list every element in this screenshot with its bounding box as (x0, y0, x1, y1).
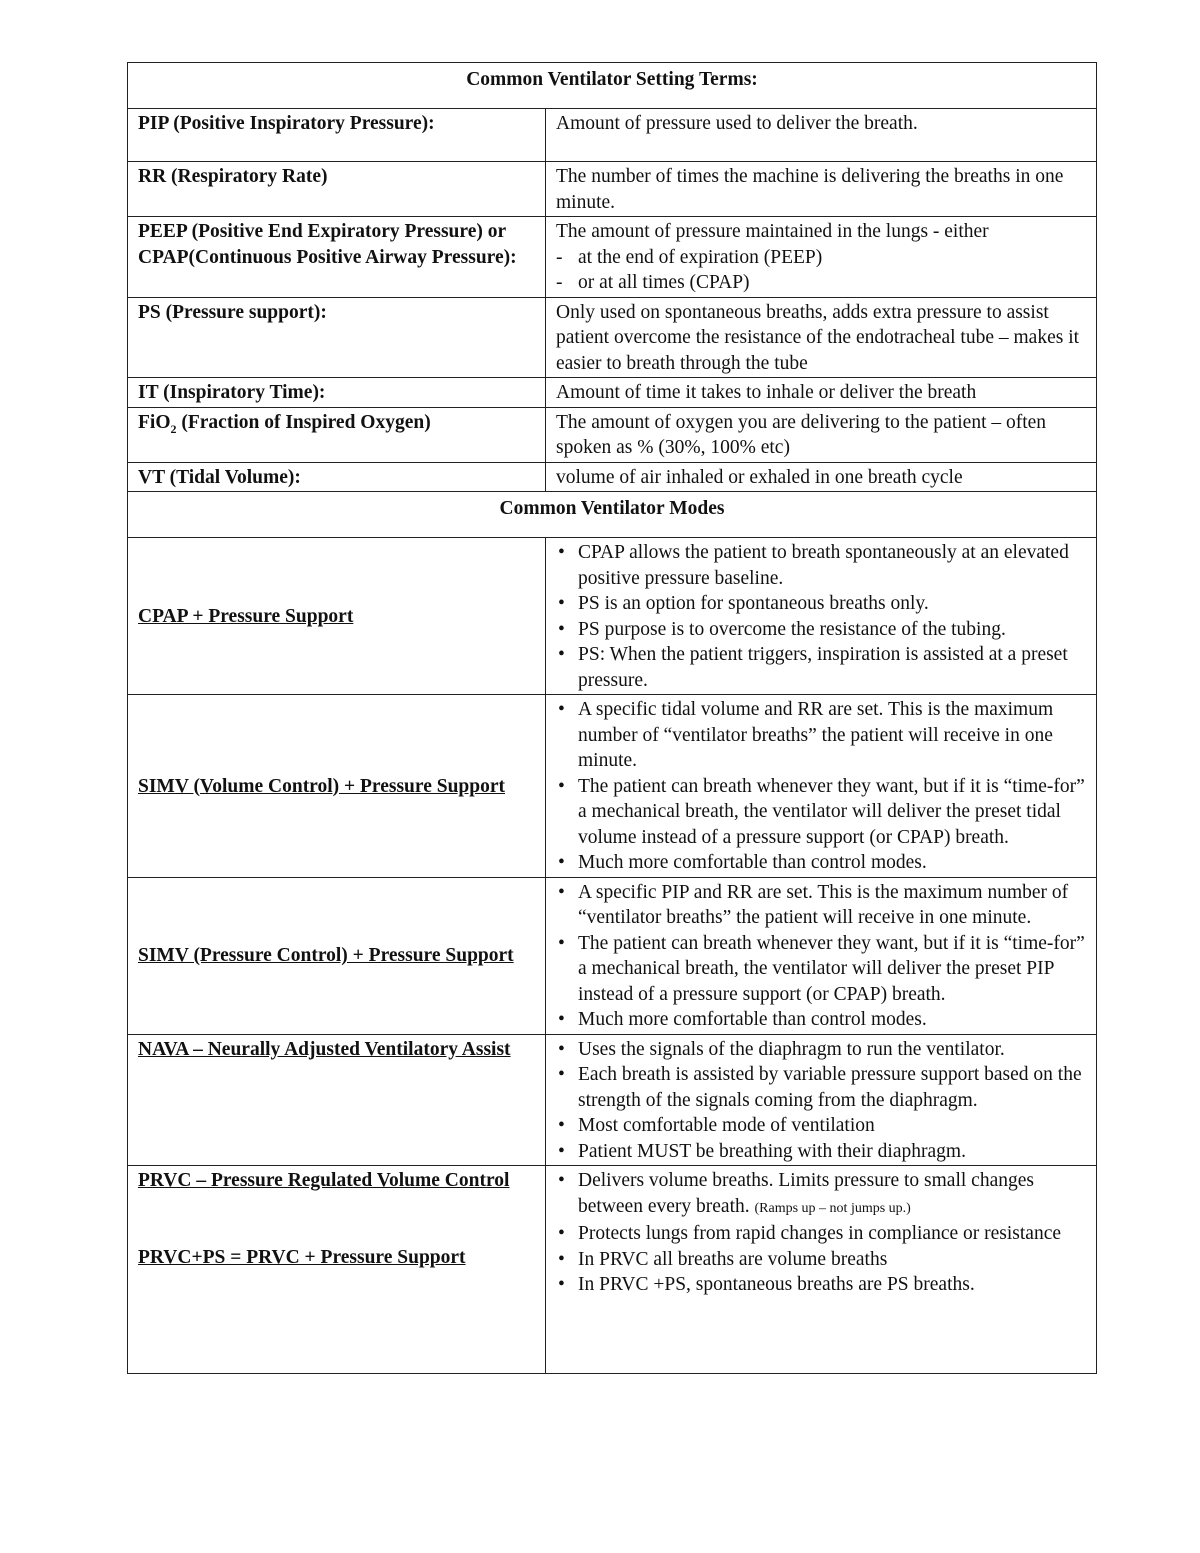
mode-prvc-description (546, 1166, 1097, 1374)
term-fio2-suffix: (Fraction of Inspired Oxygen) (176, 411, 431, 433)
mode-cpap-description (546, 538, 1097, 695)
list-item: • PS: When the patient triggers, inspiration is assisted at a preset pressure. (578, 642, 1086, 693)
mode-simv-pc-bullets (556, 880, 1086, 1033)
mode-prvc-ps-name: PRVC+PS = PRVC + Pressure Support (138, 1246, 466, 1268)
table-row (128, 1034, 1097, 1166)
definition-peep (546, 217, 1097, 298)
list-item: - or at all times (CPAP) (578, 270, 1086, 296)
list-item: • Uses the signals of the diaphragm to run the ventilator. (578, 1037, 1086, 1063)
list-item: - at the end of expiration (PEEP) (578, 245, 1086, 271)
mode-prvc-name: PRVC – Pressure Regulated Volume Control (138, 1170, 510, 1191)
table-row (128, 462, 1097, 492)
definition-it: Amount of time it takes to inhale or deliver the breath (546, 378, 1097, 408)
table-row (128, 538, 1097, 695)
modes-title: Common Ventilator Modes (128, 492, 1097, 538)
table-row (128, 877, 1097, 1034)
list-item: • PS purpose is to overcome the resistance of the tubing. (578, 617, 1086, 643)
mode-prvc-bullets (556, 1168, 1086, 1298)
mode-simv-pc-name: SIMV (Pressure Control) + Pressure Support (138, 945, 514, 967)
table-row (128, 1166, 1097, 1374)
list-item: • Patient MUST be breathing with their diaphragm. (578, 1139, 1086, 1165)
mode-cpap-bullets (556, 540, 1086, 693)
settings-header-row (128, 63, 1097, 109)
table-row (128, 217, 1097, 298)
list-item: • A specific tidal volume and RR are set. This is the maximum number of “ventilator breaths” the patient will receive in one minute. (578, 697, 1086, 774)
definition-vt: volume of air inhaled or exhaled in one breath cycle (546, 462, 1097, 492)
table-row (128, 109, 1097, 162)
list-item: • In PRVC all breaths are volume breaths (578, 1247, 1086, 1273)
mode-prvc-cell (128, 1166, 546, 1374)
list-item: • Protects lungs from rapid changes in compliance or resistance (578, 1221, 1086, 1247)
term-peep: PEEP (Positive End Expiratory Pressure) or CPAP(Continuous Positive Airway Pressure): (128, 217, 546, 298)
mode-nava-description (546, 1034, 1097, 1166)
mode-nava-bullets (556, 1037, 1086, 1165)
mode-simv-vc-description (546, 695, 1097, 878)
settings-title: Common Ventilator Setting Terms: (128, 63, 1097, 109)
table-row (128, 695, 1097, 878)
list-item: • A specific PIP and RR are set. This is the maximum number of “ventilator breaths” the patient will receive in one minute. (578, 880, 1086, 931)
mode-simv-pc-cell (128, 877, 546, 1034)
definition-fio2: The amount of oxygen you are delivering to the patient – often spoken as % (30%, 100% etc) (546, 407, 1097, 462)
term-it: IT (Inspiratory Time): (128, 378, 546, 408)
mode-simv-pc-description (546, 877, 1097, 1034)
term-fio2 (128, 407, 546, 462)
mode-cpap-name: CPAP + Pressure Support (138, 605, 354, 627)
mode-nava-name: NAVA – Neurally Adjusted Ventilatory Assist (138, 1038, 511, 1060)
mode-simv-vc-name: SIMV (Volume Control) + Pressure Support (138, 775, 506, 797)
table-row (128, 162, 1097, 217)
mode-cpap-cell (128, 538, 546, 695)
definition-rr: The number of times the machine is delivering the breaths in one minute. (546, 162, 1097, 217)
list-item: • In PRVC +PS, spontaneous breaths are PS breaths. (578, 1272, 1086, 1298)
definition-peep-text: The amount of pressure maintained in the lungs - either (556, 221, 989, 242)
list-item (578, 1168, 1086, 1221)
table-row (128, 378, 1097, 408)
term-fio2-sub: 2 (170, 421, 177, 436)
list-item: • Each breath is assisted by variable pressure support based on the strength of the signals coming from the diaphragm. (578, 1062, 1086, 1113)
list-item: • Much more comfortable than control modes. (578, 1007, 1086, 1033)
definition-ps: Only used on spontaneous breaths, adds extra pressure to assist patient overcome the resistance of the endotracheal tube – makes it easier to breath through the tube (546, 297, 1097, 378)
table-row (128, 297, 1097, 378)
mode-nava-cell (128, 1034, 546, 1166)
peep-subitems (556, 245, 1086, 296)
list-item: • PS is an option for spontaneous breaths only. (578, 591, 1086, 617)
mode-simv-vc-cell (128, 695, 546, 878)
list-item: • Most comfortable mode of ventilation (578, 1113, 1086, 1139)
term-fio2-prefix: FiO (138, 411, 171, 433)
mode-simv-vc-bullets (556, 697, 1086, 876)
ventilator-reference-table (127, 62, 1097, 1374)
definition-pip: Amount of pressure used to deliver the breath. (546, 109, 1097, 162)
table-row (128, 407, 1097, 462)
prvc-bullet-note: (Ramps up – not jumps up.) (754, 1200, 911, 1216)
modes-header-row (128, 492, 1097, 538)
prvc-bullet-main: Delivers volume breaths. Limits pressure to small changes between every breath. (578, 1170, 1034, 1217)
list-item: • Much more comfortable than control modes. (578, 850, 1086, 876)
list-item: • The patient can breath whenever they want, but if it is “time-for” a mechanical breath, the ventilator will deliver the preset PIP instead of a pressure support (or CPAP) breath. (578, 931, 1086, 1008)
term-pip: PIP (Positive Inspiratory Pressure): (128, 109, 546, 162)
term-vt: VT (Tidal Volume): (128, 462, 546, 492)
list-item: • The patient can breath whenever they want, but if it is “time-for” a mechanical breath, the ventilator will deliver the preset tidal volume instead of a pressure support (or CPAP) breath. (578, 774, 1086, 851)
term-ps: PS (Pressure support): (128, 297, 546, 378)
list-item: • CPAP allows the patient to breath spontaneously at an elevated positive pressure baseline. (578, 540, 1086, 591)
term-rr: RR (Respiratory Rate) (128, 162, 546, 217)
